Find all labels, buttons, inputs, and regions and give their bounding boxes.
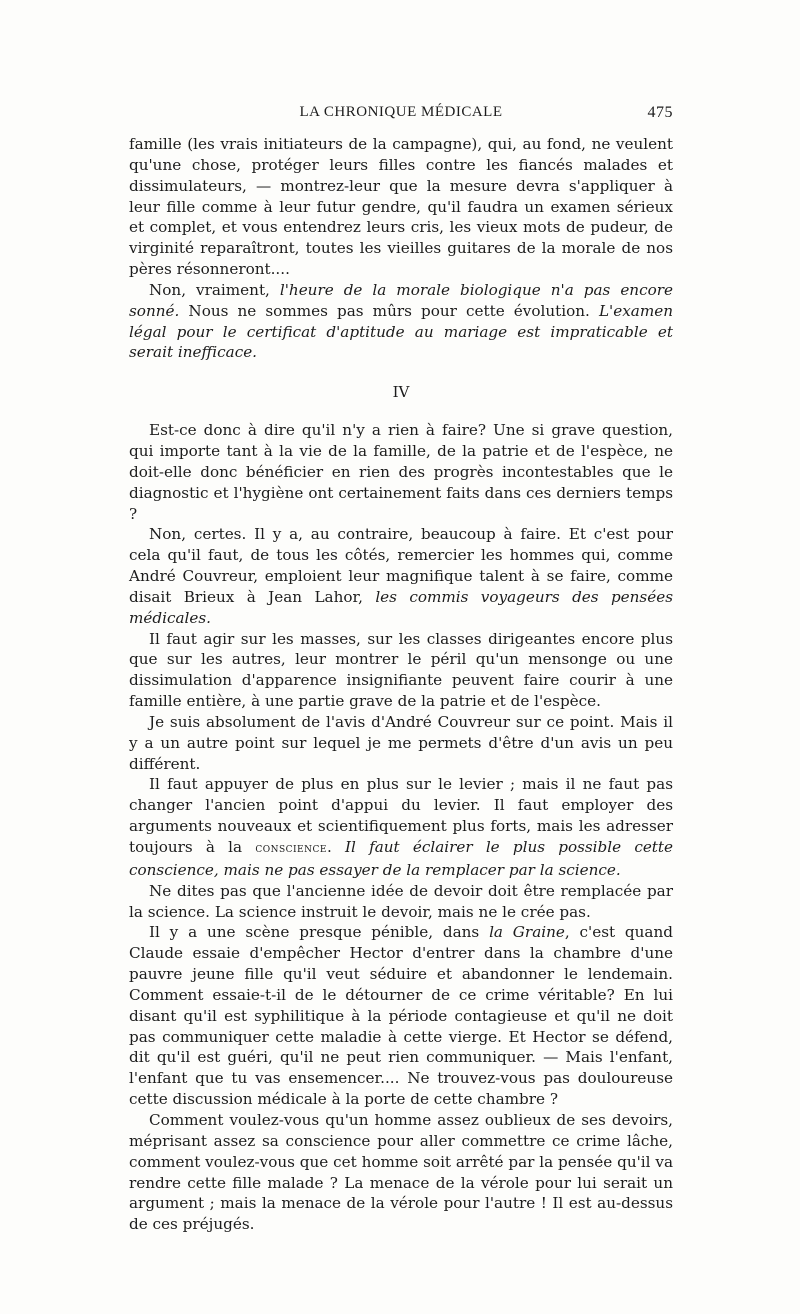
italic-run: Il faut éclairer le plus possible cette conscience, mais ne pas essayer de la remplacer par la science.	[129, 838, 674, 879]
running-header	[129, 104, 673, 128]
text-run: Il faut appuyer de plus en plus sur le levier ; mais il ne faut pas changer l'ancien point d'appui du levier. Il faut employer des arguments nouveaux et scientifiquement plus forts, mais les adresser toujours à la	[129, 775, 673, 856]
text-run: Non, vraiment,	[149, 280, 280, 299]
body-text	[129, 134, 673, 1235]
paragraph	[129, 280, 673, 363]
page-number: 475	[647, 104, 673, 121]
section-heading: IV	[392, 383, 410, 402]
text-run: Nous ne sommes pas mûrs pour cette évolution.	[179, 301, 599, 320]
paragraph: Ne dites pas que l'ancienne idée de devoir doit être remplacée par la science. La science instruit le devoir, mais ne le crée pas.	[129, 881, 673, 921]
small-caps-run: conscience	[255, 841, 327, 856]
italic-run: les commis voyageurs des pensées médicales.	[129, 587, 673, 627]
text-run: .	[326, 838, 346, 856]
text-run: , c'est quand Claude essaie d'empêcher Hector d'entrer dans la chambre d'une pauvre jeune fille qu'il veut séduire et abandonner le lendemain. Comment essaie-t-il de le détourner de ce crime véritable? En lui disant qu'il est syphilitique à la période contagieuse et qu'il ne doit pas communiquer cette maladie à cette vierge. Et Hector se défend, dit qu'il est guéri, qu'il ne peut rien communiquer. — Mais l'enfant, l'enfant que tu vas ensemencer.... Ne trouvez-vous pas douloureuse cette discussion médicale à la porte de cette chambre ?	[129, 923, 673, 1109]
italic-run: L'examen légal pour le certificat d'aptitude au mariage est impraticable et serait inefficace.	[129, 301, 673, 362]
text-run: Non, certes. Il y a, au contraire, beaucoup à faire. Et c'est pour cela qu'il faut, de tous les côtés, remercier les hommes qui, comme André Couvreur, emploient leur magnifique talent à se faire, comme disait Brieux à Jean Lahor,	[129, 525, 673, 606]
journal-title: LA CHRONIQUE MÉDICALE	[299, 104, 503, 120]
italic-run: la Graine	[489, 923, 565, 942]
paragraph	[129, 774, 673, 880]
paragraph: Je suis absolument de l'avis d'André Couvreur sur ce point. Mais il y a un autre point sur lequel je me permets d'être d'un avis un peu différent.	[129, 712, 673, 773]
paragraph	[129, 922, 673, 1110]
paragraph: famille (les vrais initiateurs de la campagne), qui, au fond, ne veulent qu'une chose, protéger leurs filles contre les fiancés malades et dissimulateurs, — montrez-leur que la mesure devra s'appliquer à leur fille comme à leur futur gendre, qu'il faudra un examen sérieux et complet, et vous entendrez leurs cris, les vieux mots de pudeur, de virginité reparaîtront, toutes les vieilles guitares de la morale de nos pères résonneront....	[129, 135, 673, 279]
paragraph: Il faut agir sur les masses, sur les classes dirigeantes encore plus que sur les autres, leur montrer le péril qu'un mensonge ou une dissimulation d'apparence insignifiante peuvent faire courir à une famille entière, à une partie grave de la patrie et de l'espèce.	[129, 629, 673, 711]
text-run: Il y a une scène presque pénible, dans	[149, 923, 490, 942]
paragraph: Est-ce donc à dire qu'il n'y a rien à faire? Une si grave question, qui importe tant à la vie de la famille, de la patrie et de l'espèce, ne doit-elle donc bénéficier en rien des progrès incontestables que le diagnostic et l'hygiène ont certainement faits dans ces derniers temps ?	[129, 421, 673, 523]
paragraph: Comment voulez-vous qu'un homme assez oublieux de ses devoirs, méprisant assez sa conscience pour aller commettre ce crime lâche, comment voulez-vous que cet homme soit arrêté par la pensée qu'il va rendre cette fille malade ? La menace de la vérole pour lui serait un argument ; mais la menace de la vérole pour l'autre ! Il est au-dessus de ces préjugés.	[129, 1110, 673, 1234]
italic-run: l'heure de la morale biologique n'a pas encore sonné.	[129, 280, 673, 320]
paragraph	[129, 524, 673, 628]
